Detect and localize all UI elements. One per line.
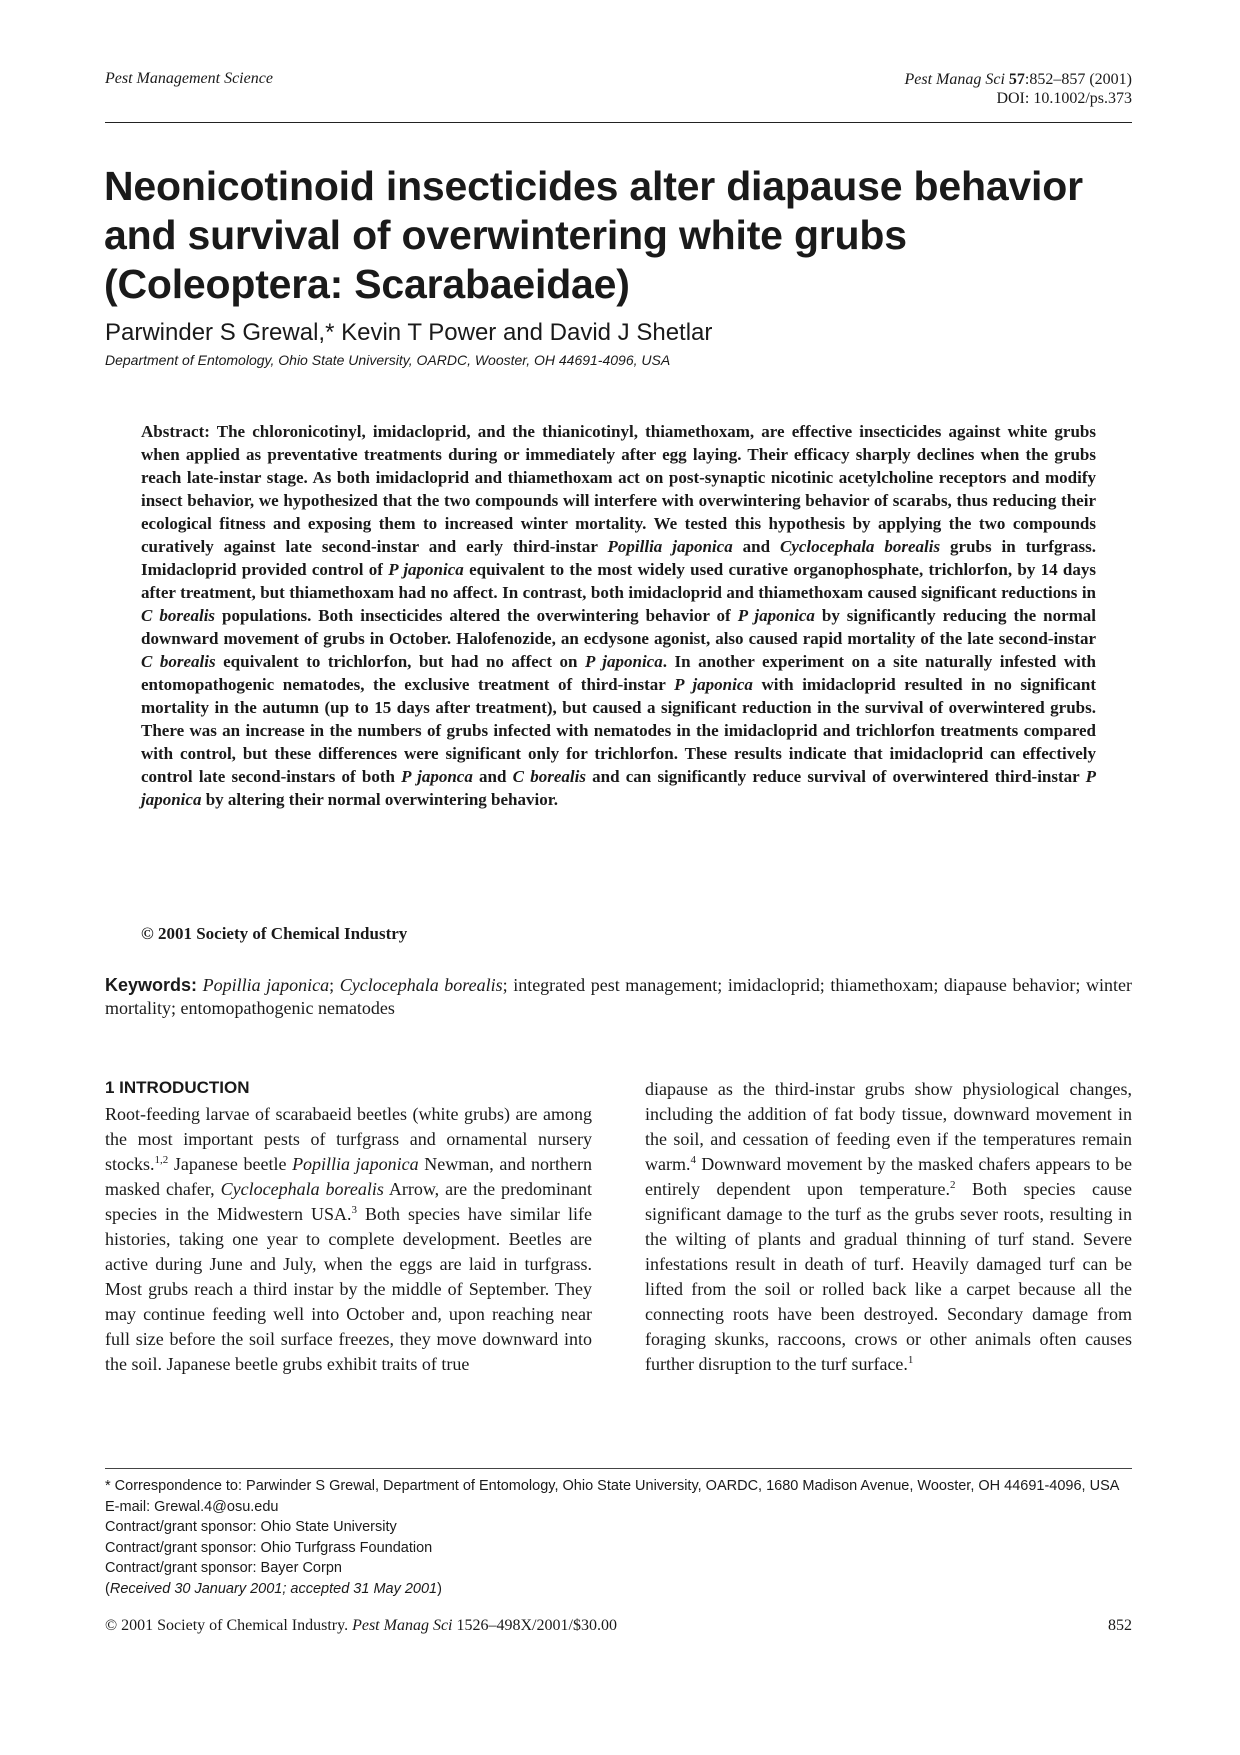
footnotes [105, 1476, 1132, 1599]
article-title: Neonicotinoid insecticides alter diapause behavior and survival of overwintering white grubs (Coleoptera: Scarabaeidae) [104, 163, 1083, 307]
footnote-divider [105, 1468, 1132, 1469]
abstract-label: Abstract: [141, 422, 210, 441]
affiliation: Department of Entomology, Ohio State University, OARDC, Wooster, OH 44691-4096, USA [105, 352, 671, 368]
page-number: 852 [1108, 1617, 1132, 1634]
citation-volume: 57 [1008, 71, 1025, 88]
footer-journal: Pest Manag Sci [352, 1617, 453, 1634]
author-list: Parwinder S Grewal,* Kevin T Power and David J Shetlar [105, 319, 713, 346]
footer-issn: 1526–498X/2001/$30.00 [456, 1617, 617, 1634]
footer-citation [105, 1617, 617, 1635]
citation-journal: Pest Manag Sci [904, 71, 1005, 88]
footer-copyright: © 2001 Society of Chemical Industry. [105, 1617, 349, 1634]
abstract-copyright: © 2001 Society of Chemical Industry [141, 924, 408, 943]
abstract [141, 420, 1096, 811]
sponsor-note: Contract/grant sponsor: Ohio Turfgrass Foundation [105, 1539, 433, 1556]
keywords-text: Popillia japonica; Cyclocephala borealis; integrated pest management; imidacloprid; thiamethoxam; diapause behavior; winter mortality; entomopathogenic nematodes [105, 975, 1132, 1018]
doi[interactable]: DOI: 10.1002/ps.373 [996, 90, 1132, 107]
keywords [105, 974, 1132, 1020]
intro-left-column: Root-feeding larvae of scarabaeid beetles (white grubs) are among the most important pests of turfgrass and ornamental nursery stocks.$^{1,2}$ Japanese beetle Popillia japonica Newman, and northern masked chafer, Cyclocephala borealis Arrow, are the predominant species in the Midwestern USA.$^3$ Both species have similar life histories, taking one year to complete development. Beetles are active during June and July, when the eggs are laid in turfgrass. Most grubs reach a third instar by the middle of September. They may continue feeding well into October and, upon reaching near full size before the soil surface freezes, they move downward into the soil. Japanese beetle grubs exhibit traits of true [105, 1104, 593, 1374]
email-note[interactable]: E-mail: Grewal.4@osu.edu [105, 1498, 279, 1515]
citation-block [904, 70, 1132, 108]
header-divider [105, 122, 1132, 123]
intro-right-column: diapause as the third-instar grubs show physiological changes, including the addition of fat body tissue, downward movement in the soil, and cessation of feeding even if the temperatures remain warm.$^4$ Downward movement by the masked chafers appears to be entirely dependent upon temperature.$^2$ Both species cause significant damage to the turf as the grubs sever roots, resulting in the wilting of plants and gradual thinning of turf stand. Severe infestations result in death of turf. Heavily damaged turf can be lifted from the soil or rolled back like a carpet because all the connecting roots have been destroyed. Secondary damage from foraging skunks, raccoons, crows or other animals often causes further disruption to the turf surface.$^1$ [645, 1079, 1132, 1374]
received-note: (Received 30 January 2001; accepted 31 May 2001) [105, 1580, 442, 1597]
journal-name: Pest Management Science [105, 70, 273, 87]
abstract-text: The chloronicotinyl, imidacloprid, and the thianicotinyl, thiamethoxam, are effective insecticides against white grubs when applied as preventative treatments during or immediately after egg laying. Their efficacy sharply declines when the grubs reach late-instar stage. As both imidacloprid and thiamethoxam act on post-synaptic nicotinic acetylcholine receptors and modify insect behavior, we hypothesized that the two compounds will interfere with overwintering behavior of scarabs, thus reducing their ecological fitness and exposing them to increased winter mortality. We tested this hypothesis by applying the two compounds curatively against late second-instar and early third-instar Popillia japonica and Cyclocephala borealis grubs in turfgrass. Imidacloprid provided control of P japonica equivalent to the most widely used curative organophosphate, trichlorfon, by 14 days after treatment, but thiamethoxam had no affect. In contrast, both imidacloprid and thiamethoxam caused significant reductions in C borealis populations. Both insecticides altered the overwintering behavior of P japonica by significantly reducing the normal downward movement of grubs in October. Halofenozide, an ecdysone agonist, also caused rapid mortality of the late second-instar C borealis equivalent to trichlorfon, but had no affect on P japonica. In another experiment on a site naturally infested with entomopathogenic nematodes, the exclusive treatment of third-instar P japonica with imidacloprid resulted in no significant mortality in the autumn (up to 15 days after treatment), but caused a significant reduction in the survival of overwintered grubs. There was an increase in the numbers of grubs infected with nematodes in the imidacloprid and trichlorfon treatments compared with control, but these differences were significant only for trichlorfon. These results indicate that imidacloprid can effectively control late second-instars of both P japonca and C borealis and can significantly reduce survival of overwintered third-instar P japonica by altering their normal overwintering behavior. [141, 422, 1097, 809]
citation-pages: :852–857 (2001) [1024, 71, 1132, 88]
sponsor-note: Contract/grant sponsor: Bayer Corpn [105, 1560, 342, 1576]
citation-line [904, 70, 1132, 89]
correspondence-note: * Correspondence to: Parwinder S Grewal, Department of Entomology, Ohio State University, OARDC, 1680 Madison Avenue, Wooster, OH 44691-4096, USA [105, 1478, 1120, 1494]
sponsor-note: Contract/grant sponsor: Ohio State University [105, 1519, 397, 1535]
keywords-label: Keywords: [105, 975, 198, 995]
section-heading: 1 INTRODUCTION [105, 1078, 250, 1097]
